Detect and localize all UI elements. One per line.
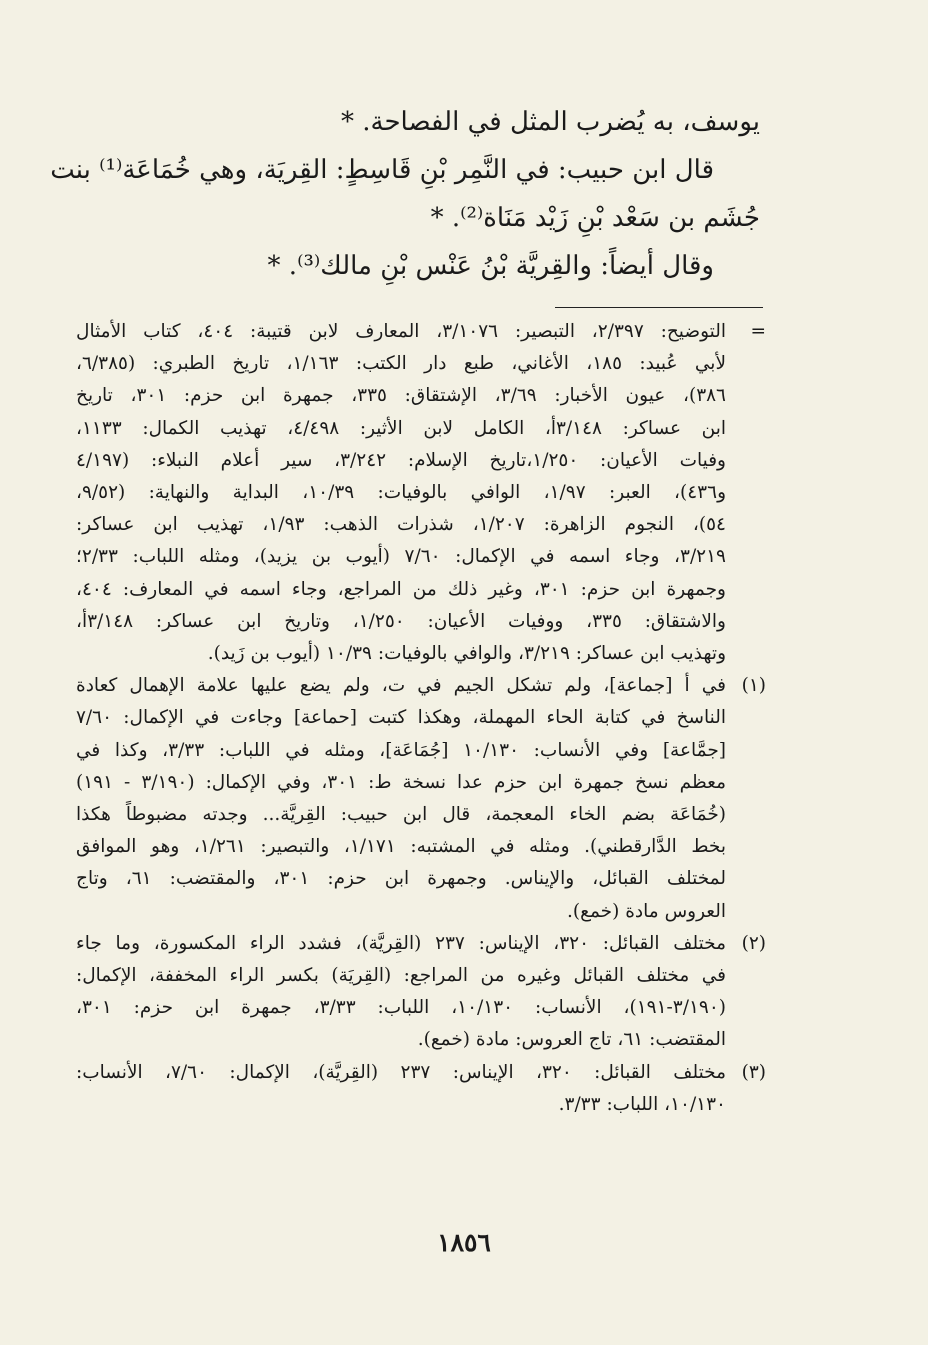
page-number: ١٨٥٦ [437, 1228, 491, 1257]
footnote-number: (١) [741, 675, 766, 697]
footnote-number: = [750, 321, 766, 342]
footnote-line: المقتضب: ٦١، تاج العروس: مادة (خمع). [417, 1029, 726, 1051]
footnote-line: في أ [جماعة]، ولم تشكل الجيم في ت، ولم يضع عليها علامة الإهمال كعادة [76, 675, 726, 697]
footnote-line: الناسخ في كتابة الحاء المهملة، وهكذا كتبت [حماعة] وجاءت في الإكمال: ٧/٦٠ [76, 707, 726, 729]
footnote-number: (٣) [741, 1061, 766, 1083]
footnote-line: معظم نسخ جمهرة ابن حزم عدا نسخة ط: ٣٠١، وفي الإكمال: (٣/١٩٠ - ١٩١) [76, 771, 726, 793]
footnote-line: ٥٤)، النجوم الزاهرة: ١/٢٠٧، شذرات الذهب: ١/٩٣، تهذيب ابن عساكر: [76, 514, 726, 536]
footnote-line: ابن عساكر: ٣/١٤٨أ، الكامل لابن الأثير: ٤/٤٩٨، تهذيب الكمال: ١١٣٣، [76, 417, 727, 439]
footnote-line: والاشتقاق: ٣٣٥، ووفيات الأعيان: ١/٢٥٠، وتاريخ ابن عساكر: ٣/١٤٨أ، [76, 610, 726, 632]
footnote-line: ١٠/١٣٠، اللباب: ٣/٣٣. [558, 1093, 726, 1115]
footnote-line: وتهذيب ابن عساكر: ٣/٢١٩، والوافي بالوفيات: ١٠/٣٩ (أيوب بن زَيد). [207, 643, 726, 665]
footnote-line: ٣٨٦)، عيون الأخبار: ٣/٦٩، الإشتقاق: ٣٣٥، جمهرة ابن حزم: ٣٠١، تاريخ [76, 385, 726, 407]
footnote-number: (٢) [741, 932, 766, 954]
footnote-line: وفيات الأعيان: ١/٢٥٠،تاريخ الإسلام: ٣/٢٤٢، سير أعلام النبلاء: (٤/١٩٧ [76, 449, 726, 471]
footnotes-block [76, 316, 766, 1121]
footnote-line: لأبي عُبيد: ١٨٥، الأغاني، طبع دار الكتب: ١/١٦٣، تاريخ الطبري: (٦/٣٨٥، [76, 353, 727, 375]
main-text-block [50, 98, 760, 290]
footnote-line: التوضيح: ٢/٣٩٧، التبصير: ٣/١٠٧٦، المعارف لابن قتيبة: ٤٠٤، كتاب الأمثال [76, 321, 726, 342]
footnote-line: ٣/٢١٩، وجاء اسمه في الإكمال: ٧/٦٠ (أيوب بن يزيد)، ومثله اللباب: ٢/٣٣؛ [76, 546, 726, 568]
main-text-line: جُشَم بن سَعْد بْنِ زَيْد مَنَاة⁽²⁾. * [430, 203, 760, 233]
footnote-line: بخط الدَّارقطني). ومثله في المشتبه: ١/١٧١، والتبصير: ١/٢٦١، وهو الموافق [76, 836, 726, 858]
footnote-continuation [76, 316, 766, 670]
main-text-line: يوسف، به يُضرب المثل في الفصاحة. * [341, 107, 760, 137]
footnote-line: لمختلف القبائل، والإيناس. وجمهرة ابن حزم: ٣٠١، والمقتضب: ٦١، وتاج [76, 868, 726, 890]
footnote-line: (٣/١٩٠-١٩١)، الأنساب: ١٠/١٣٠، اللباب: ٣/٣٣، جمهرة ابن حزم: ٣٠١، [76, 997, 726, 1019]
footnote-line: مختلف القبائل: ٣٢٠، الإيناس: ٢٣٧ (القِريَّة)، الإكمال: ٧/٦٠، الأنساب: [76, 1061, 727, 1083]
footnote-3 [76, 1057, 766, 1121]
main-text-line: وقال أيضاً: والقِريَّة بْنُ عَنْس بْنِ مالك⁽³⁾. * [267, 251, 714, 281]
main-text-line: قال ابن حبيب: في النَّمِر بْنِ قَاسِطٍ: القِريَة، وهي خُمَاعَة⁽¹⁾ بنت [50, 155, 714, 185]
footnote-line: [جمَّاعة] وفي الأنساب: ١٠/١٣٠ [جُمَاعَة]، ومثله في اللباب: ٣/٣٣، وكذا في [76, 739, 726, 761]
footnote-line: و٤٣٦)، العبر: ١/٩٧، الوافي بالوفيات: ١٠/٣٩، البداية والنهاية: (٩/٥٢، [76, 482, 726, 504]
footnote-line: في مختلف القبائل وغيره من المراجع: (القِريَة) بكسر الراء المخففة، الإكمال: [76, 965, 726, 987]
footnote-line: مختلف القبائل: ٣٢٠، الإيناس: ٢٣٧ (القِريَّة)، فشدد الراء المكسورة، وما جاء [76, 932, 727, 954]
footnote-line: العروس مادة (خمع). [567, 900, 726, 922]
footnote-1 [76, 670, 766, 928]
footnote-separator [555, 307, 763, 308]
footnote-line: (خُمَاعَة بضم الخاء المعجمة، قال ابن حبيب: القِريَّة... وجدته مضبوطاً هكذا [76, 804, 726, 826]
footnote-2 [76, 928, 766, 1057]
footnote-line: وجمهرة ابن حزم: ٣٠١، وغير ذلك من المراجع، وجاء اسمه في المعارف: ٤٠٤، [76, 578, 726, 600]
